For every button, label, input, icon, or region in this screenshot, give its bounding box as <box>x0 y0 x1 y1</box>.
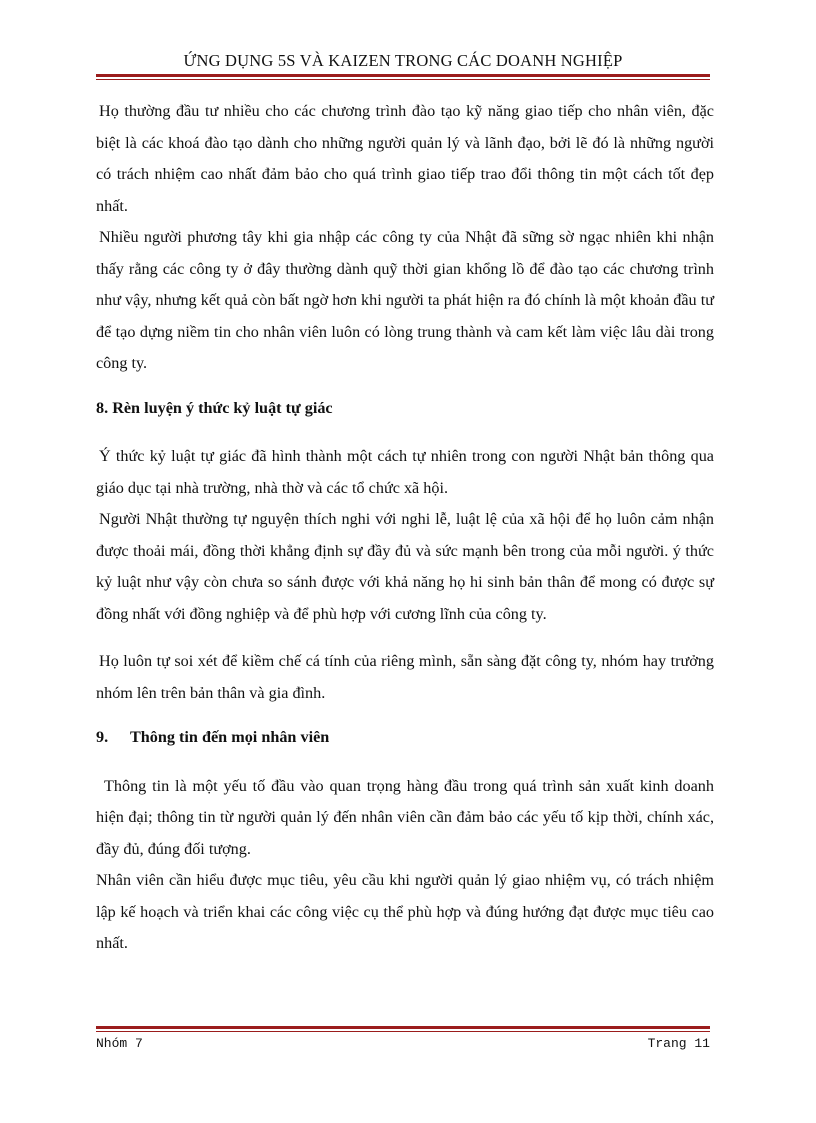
paragraph: Người Nhật thường tự nguyện thích nghi với nghi lễ, luật lệ của xã hội để họ luôn cảm nhận được thoải mái, đồng thời khẳng định sự đầy đủ và sức mạnh bên trong của mỗi người. ý thức kỷ luật như vậy còn chưa so sánh được với khả năng họ hi sinh bản thân để mong có được sự đồng nhất với đồng nghiệp và để phù hợp với cương lĩnh của công ty. <box>96 510 714 623</box>
section-number: 9. <box>96 728 109 746</box>
header-title: ỨNG DỤNG 5S VÀ KAIZEN TRONG CÁC DOANH NGHIỆP <box>183 51 623 70</box>
section-heading-9 <box>96 722 714 754</box>
section-title: Thông tin đến mọi nhân viên <box>130 728 330 746</box>
page-content <box>96 96 714 960</box>
paragraph: Nhân viên cần hiểu được mục tiêu, yêu cầu khi người quản lý giao nhiệm vụ, có trách nhiệm lập kế hoạch và triển khai các công việc cụ thể phù hợp và đúng hướng đạt được mục tiêu cao nhất. <box>96 871 714 952</box>
footer-rule-thick <box>96 1026 710 1029</box>
paragraph: Họ thường đầu tư nhiều cho các chương trình đào tạo kỹ năng giao tiếp cho nhân viên, đặc biệt là các khoá đào tạo dành cho những người quản lý và lãnh đạo, bởi lẽ đó là những người có trách nhiệm cao nhất đảm bảo cho quá trình giao tiếp trao đổi thông tin một cách tốt đẹp nhất. <box>96 102 714 215</box>
footer-rule-thin <box>96 1031 710 1032</box>
section-heading-8: 8. Rèn luyện ý thức kỷ luật tự giác <box>96 398 333 417</box>
footer-bar <box>96 1036 710 1051</box>
paragraph: Họ luôn tự soi xét để kiềm chế cá tính của riêng mình, sẵn sàng đặt công ty, nhóm hay trưởng nhóm lên trên bản thân và gia đình. <box>96 652 714 702</box>
footer-page-number: Trang 11 <box>647 1036 710 1051</box>
header-rule-thick <box>96 74 710 77</box>
paragraph: Thông tin là một yếu tố đầu vào quan trọng hàng đầu trong quá trình sản xuất kinh doanh hiện đại; thông tin từ người quản lý đến nhân viên cần đảm bảo các yếu tố kịp thời, chính xác, đầy đủ, đúng đối tượng. <box>96 776 714 858</box>
paragraph: Ý thức kỷ luật tự giác đã hình thành một cách tự nhiên trong con người Nhật bản thông qua giáo dục tại nhà trường, nhà thờ và các tổ chức xã hội. <box>96 447 714 497</box>
paragraph: Nhiều người phương tây khi gia nhập các công ty của Nhật đã sững sờ ngạc nhiên khi nhận thấy rằng các công ty ở đây thường dành quỹ thời gian khổng lồ để đào tạo các chương trình như vậy, nhưng kết quả còn bất ngờ hơn khi người ta phát hiện ra đó chính là một khoản đầu tư để tạo dựng niềm tin cho nhân viên luôn có lòng trung thành và cam kết làm việc lâu dài trong công ty. <box>96 228 714 372</box>
header-rule-thin <box>96 79 710 80</box>
footer-group-label: Nhóm 7 <box>96 1036 143 1051</box>
